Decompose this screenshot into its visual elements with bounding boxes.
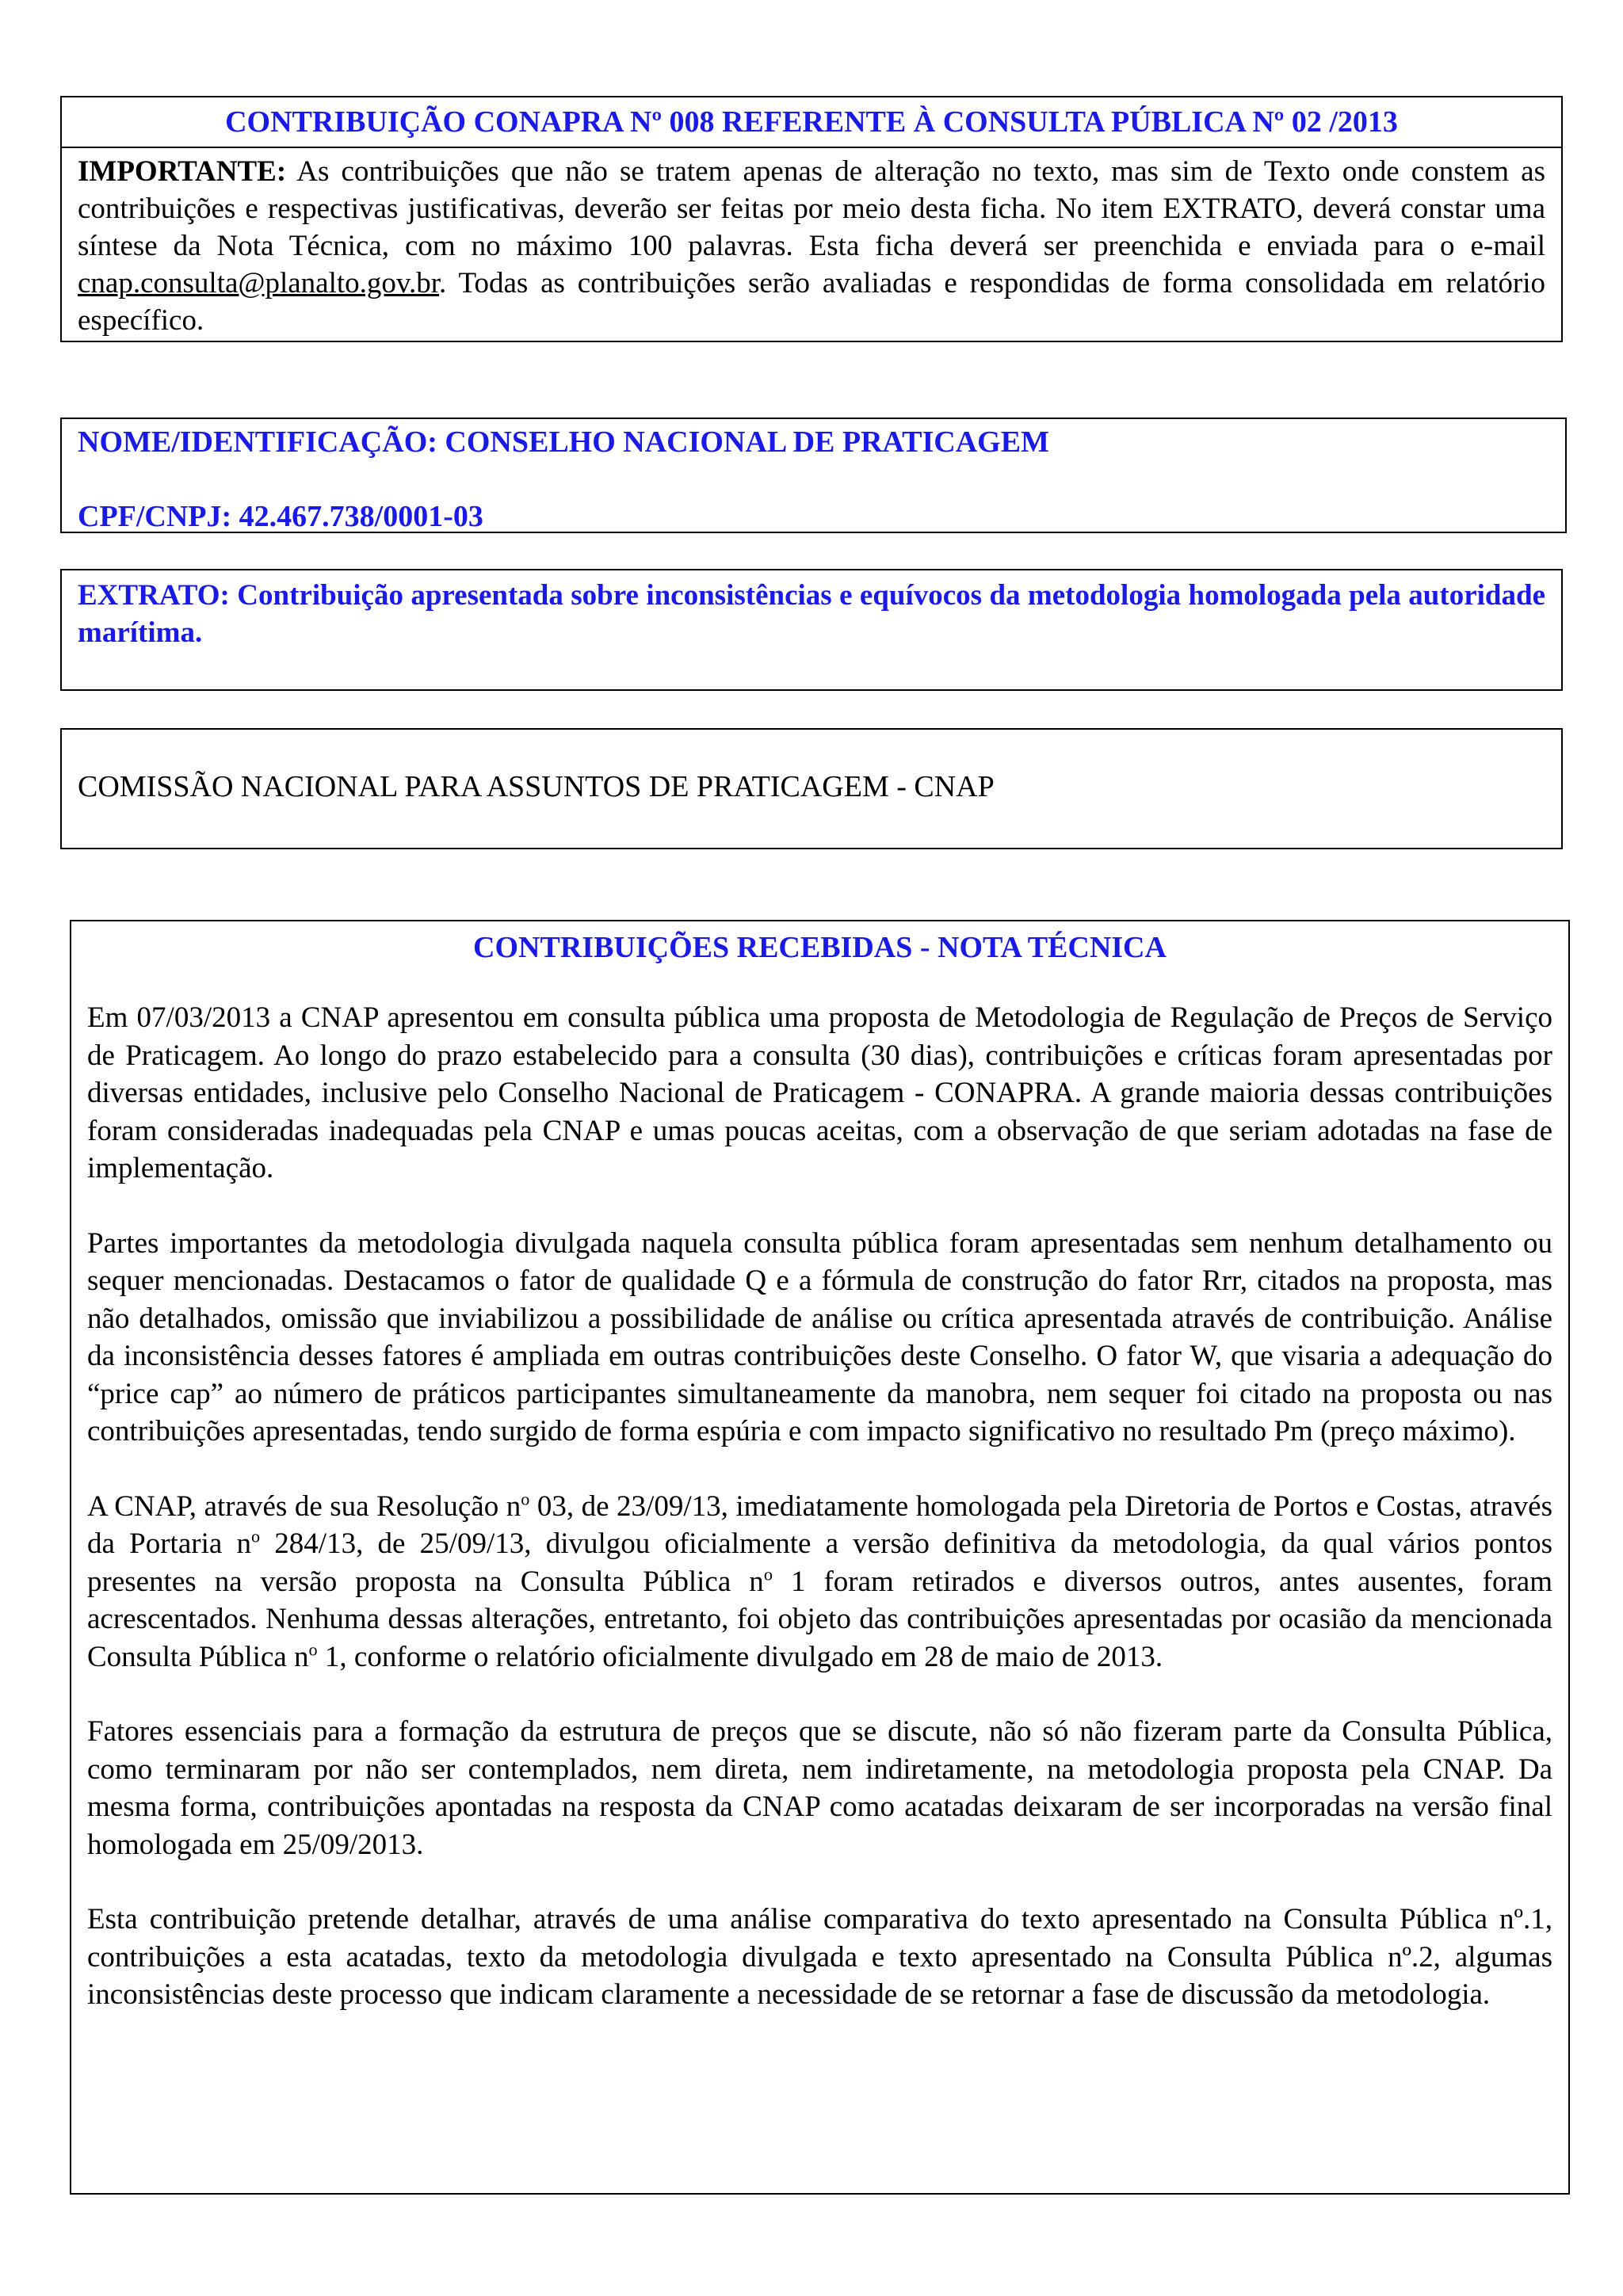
email-link[interactable]: cnap.consulta@planalto.gov.br (78, 267, 440, 299)
notice-text-after-email: . Todas as contribuições serão avaliadas e respondidas de forma consolidada em relatório específico. (78, 267, 1545, 337)
superscript-o: o (308, 1639, 318, 1660)
identification-box (60, 418, 1567, 533)
superscript-o: o (250, 1526, 261, 1547)
paragraph-2: Partes importantes da metodologia divulgada naquela consulta pública foram apresentadas sem nenhum detalhamento ou sequer mencionadas. Destacamos o fator de qualidade Q e a fórmula de construção do fator Rrr, citados na proposta, mas não detalhados, omissão que inviabilizou a possibilidade de análise ou crítica apresentada através de contribuição. Análise da inconsistência desses fatores é ampliada em outras contribuições deste Conselho. O fator W, que visaria a adequação do “price cap” ao número de práticos participantes simultaneamente da manobra, nem sequer foi citado na proposta ou nas contribuições apresentadas, tendo surgido de forma espúria e com impacto significativo no resultado Pm (preço máximo). (87, 1226, 1552, 1447)
document-title: CONTRIBUIÇÃO CONAPRA Nº 008 REFERENTE À CONSULTA PÚBLICA Nº 02 /2013 (62, 97, 1561, 148)
commission-box (60, 728, 1563, 849)
paragraph-4: Fatores essenciais para a formação da estrutura de preços que se discute, não só não fizeram parte da Consulta Pública, como terminaram por não ser contemplados, nem direta, nem indiretamente, na metodologia proposta pela CNAP. Da mesma forma, contribuições apontadas na resposta da CNAP como acatadas deixaram de ser incorporadas na versão final homologada em 25/09/2013. (87, 1715, 1552, 1861)
contributions-box (70, 920, 1570, 2195)
extract-box (60, 569, 1563, 691)
paragraph-1: Em 07/03/2013 a CNAP apresentou em consulta pública uma proposta de Metodologia de Regulação de Preços de Serviço de Praticagem. Ao longo do prazo estabelecido para a consulta (30 dias), contribuições e críticas foram apresentadas por diversas entidades, inclusive pelo Conselho Nacional de Praticagem - CONAPRA. A grande maioria dessas contribuições foram consideradas inadequadas pela CNAP e umas poucas aceitas, com a observação de que seriam adotadas na fase de implementação. (87, 1001, 1552, 1184)
cpf-cnpj: CPF/CNPJ: 42.467.738/0001-03 (78, 500, 483, 533)
superscript-o: o (521, 1489, 530, 1509)
paragraph-3-part-c: 284/13, de 25/09/13, divulgou oficialmente a versão definitiva da metodologia, da qual vários pontos presentes na versão proposta na Consulta Pública n (87, 1527, 1552, 1598)
paragraph-3-part-a: A CNAP, através de sua Resolução n (87, 1489, 521, 1523)
notice-text-before-email: As contribuições que não se tratem apenas de alteração no texto, mas sim de Texto onde constem as contribuições e respectivas justificativas, deverão ser feitas por meio desta ficha. No item EXTRATO, deverá constar uma síntese da Nota Técnica, com no máximo 100 palavras. Esta ficha deverá ser preenchida e enviada para o e-mail (78, 155, 1545, 262)
paragraph-3 (87, 1488, 1552, 1676)
contributions-title: CONTRIBUIÇÕES RECEBIDAS - NOTA TÉCNICA (473, 931, 1167, 964)
paragraph-3-part-b: 03, de 23/09/13, imediatamente homologada pela Diretoria de Portos e Costas, através da Portaria n (87, 1489, 1552, 1560)
name-identification: NOME/IDENTIFICAÇÃO: CONSELHO NACIONAL DE PRATICAGEM (78, 425, 1049, 459)
notice-label: IMPORTANTE: (78, 155, 287, 188)
superscript-o: o (763, 1564, 773, 1585)
extract-text: EXTRATO: Contribuição apresentada sobre inconsistências e equívocos da metodologia homologada pela autoridade marítima. (78, 579, 1545, 649)
paragraph-3-part-d: 1 foram retirados e diversos outros, antes ausentes, foram acrescentados. Nenhuma dessas alterações, entretanto, foi objeto das contribuições apresentadas por ocasião da mencionada Consulta Pública n (87, 1565, 1552, 1673)
important-notice (62, 148, 1561, 339)
paragraph-5: Esta contribuição pretende detalhar, através de uma análise comparativa do texto apresentado na Consulta Pública nº.1, contribuições a esta acatadas, texto da metodologia divulgada e texto apresentado na Consulta Pública nº.2, algumas inconsistências deste processo que indicam claramente a necessidade de se retornar a fase de discussão da metodologia. (87, 1903, 1552, 2011)
paragraph-3-part-e: 1, conforme o relatório oficialmente divulgado em 28 de maio de 2013. (317, 1640, 1163, 1673)
submission-header-box (60, 96, 1563, 342)
commission-name: COMISSÃO NACIONAL PARA ASSUNTOS DE PRATICAGEM - CNAP (78, 770, 995, 803)
